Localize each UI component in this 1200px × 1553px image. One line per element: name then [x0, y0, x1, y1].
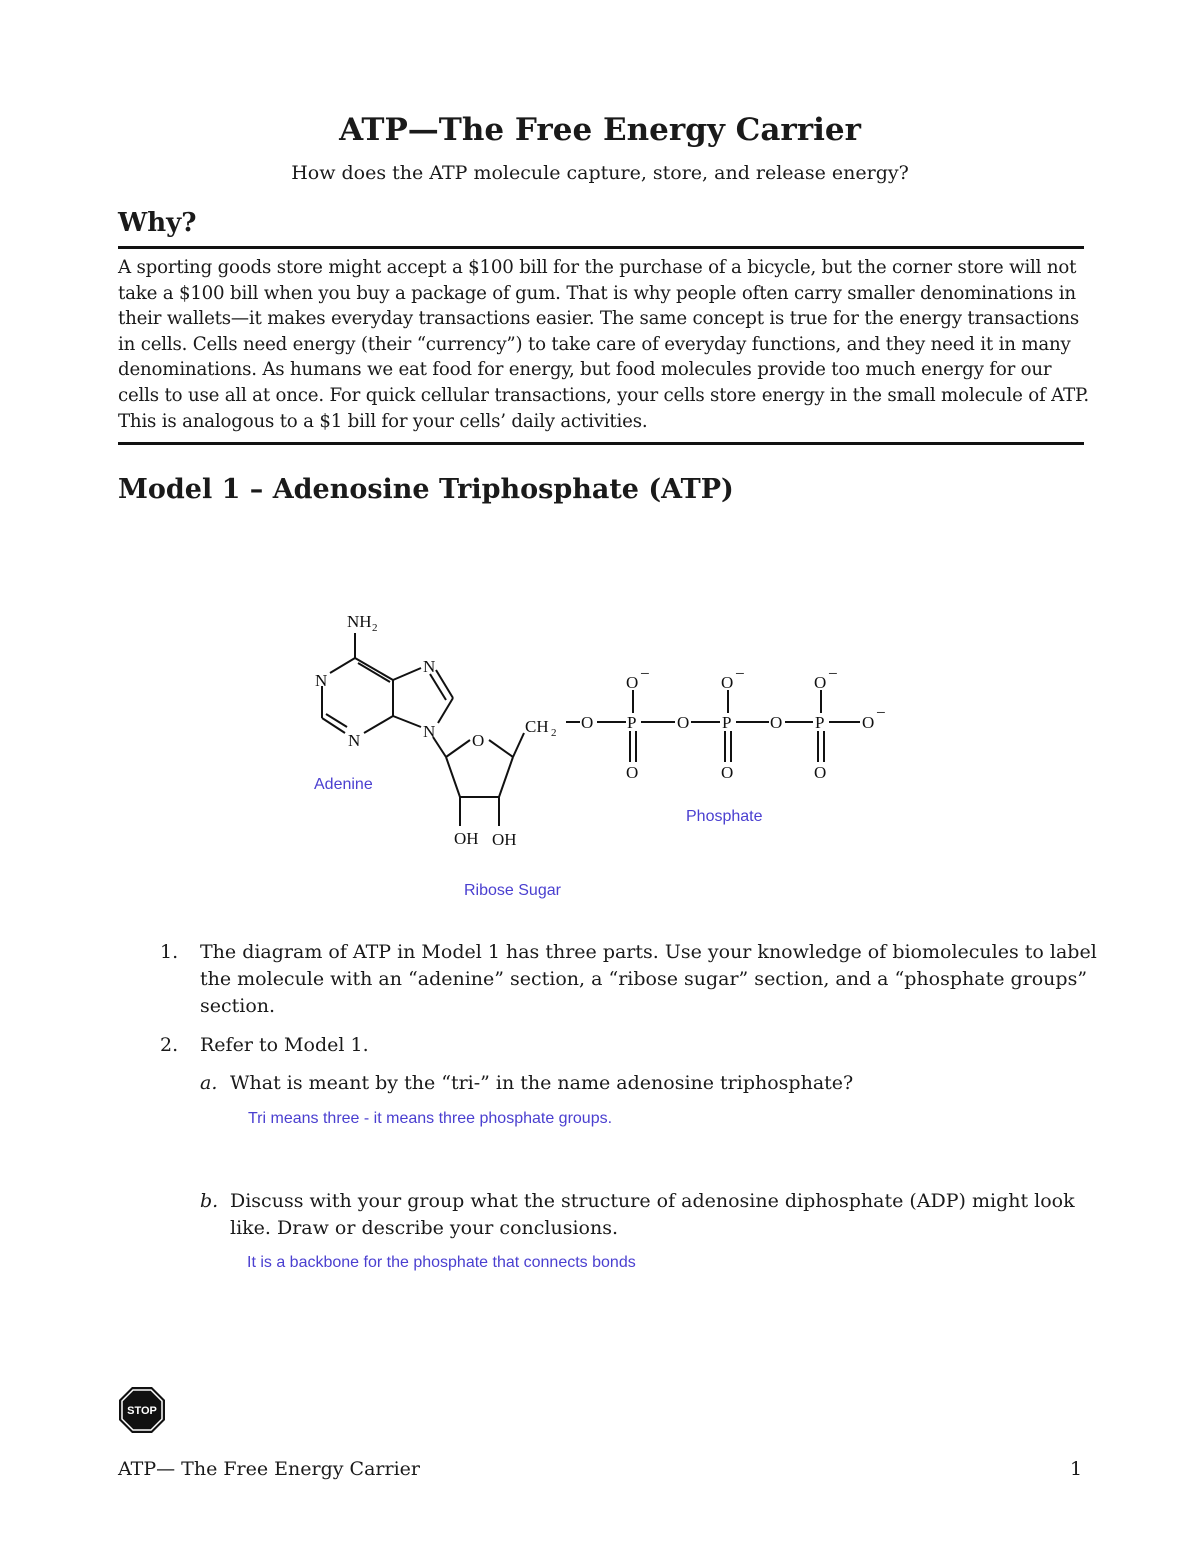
model-heading: Model 1 – Adenosine Triphosphate (ATP): [118, 474, 734, 505]
phosphate-oxygen-top: O: [721, 673, 734, 692]
subquestion-text: What is meant by the “tri-” in the name adenosine triphosphate?: [230, 1072, 854, 1094]
stop-sign-icon: [118, 1386, 166, 1434]
phosphate-oxygen-top: O: [626, 673, 639, 692]
stop-sign-text: STOP: [127, 1405, 157, 1417]
bridge-oxygen-label: O: [770, 713, 783, 732]
subquestion-text: Discuss with your group what the structure of adenosine diphosphate (ADP) might look like. Draw or describe your conclusions.: [230, 1190, 1075, 1239]
adenine-annotation: Adenine: [314, 776, 373, 793]
negative-charge: −: [735, 664, 745, 683]
why-paragraph: A sporting goods store might accept a $100 bill for the purchase of a bicycle, but the corner store will not take a $100 bill when you buy a package of gum. That is why people often carry smaller denominations in their wallets—it makes everyday transactions easier. The same concept is true for the energy transactions in cells. Cells need energy (their “currency”) to take care of everyday functions, and they need it in many denominations. As humans we eat food for energy, but food molecules provide too much energy for our cells to use all at once. For quick cellular transactions, your cells store energy in the small molecule of ATP. This is analogous to a $1 bill for your cells’ daily activities.: [118, 257, 1089, 432]
page-subtitle: How does the ATP molecule capture, store, and release energy?: [291, 162, 909, 184]
hydroxyl-2-label: OH: [454, 829, 479, 848]
phosphate-oxygen-bottom: O: [814, 763, 827, 782]
question-number: 1.: [160, 941, 179, 963]
question-2: [160, 1032, 1100, 1059]
phosphate-oxygen-bottom: O: [721, 763, 734, 782]
phosphate-oxygen-bottom: O: [626, 763, 639, 782]
subquestion-letter: a.: [200, 1072, 218, 1094]
negative-charge: −: [828, 664, 838, 683]
question-text: The diagram of ATP in Model 1 has three parts. Use your knowledge of biomolecules to label the molecule with an “adenine” section, a “ribose sugar” section, and a “phosphate groups” section.: [200, 941, 1097, 1017]
nitrogen-9-label: N: [423, 722, 436, 741]
page-number: 1: [1070, 1458, 1083, 1480]
page-title: ATP—The Free Energy Carrier: [339, 112, 861, 148]
answer-a[interactable]: Tri means three - it means three phosphate groups.: [248, 1110, 613, 1127]
phosphorus-alpha-label: P: [627, 713, 637, 732]
nitrogen-7-label: N: [423, 657, 436, 676]
ch2-label: CH: [525, 717, 549, 736]
question-text: Refer to Model 1.: [200, 1034, 369, 1056]
nitrogen-1-label: N: [315, 671, 328, 690]
answer-b[interactable]: It is a backbone for the phosphate that connects bonds: [247, 1254, 636, 1271]
bridge-oxygen-label: O: [581, 713, 594, 732]
ribose-annotation: Ribose Sugar: [464, 882, 561, 899]
phosphate-oxygen-top: O: [814, 673, 827, 692]
hydroxyl-3-label: OH: [492, 830, 517, 849]
negative-charge: −: [876, 703, 886, 722]
ribose-oxygen-label: O: [472, 731, 485, 750]
nh2-subscript: 2: [372, 622, 378, 634]
phosphate-annotation: Phosphate: [686, 808, 763, 825]
subquestion-b: [200, 1188, 1100, 1242]
nh2-label: NH: [347, 612, 372, 631]
nitrogen-3-label: N: [348, 731, 361, 750]
footer-title: ATP— The Free Energy Carrier: [118, 1458, 420, 1480]
negative-charge: −: [640, 664, 650, 683]
why-heading: Why?: [118, 208, 197, 238]
phosphorus-gamma-label: P: [815, 713, 825, 732]
question-1: [160, 939, 1100, 1020]
phosphorus-beta-label: P: [722, 713, 732, 732]
ch2-subscript: 2: [551, 727, 557, 739]
bridge-oxygen-label: O: [677, 713, 690, 732]
terminal-oxygen-label: O: [862, 713, 875, 732]
subquestion-letter: b.: [200, 1190, 219, 1212]
question-number: 2.: [160, 1034, 179, 1056]
subquestion-a: [200, 1070, 1100, 1097]
